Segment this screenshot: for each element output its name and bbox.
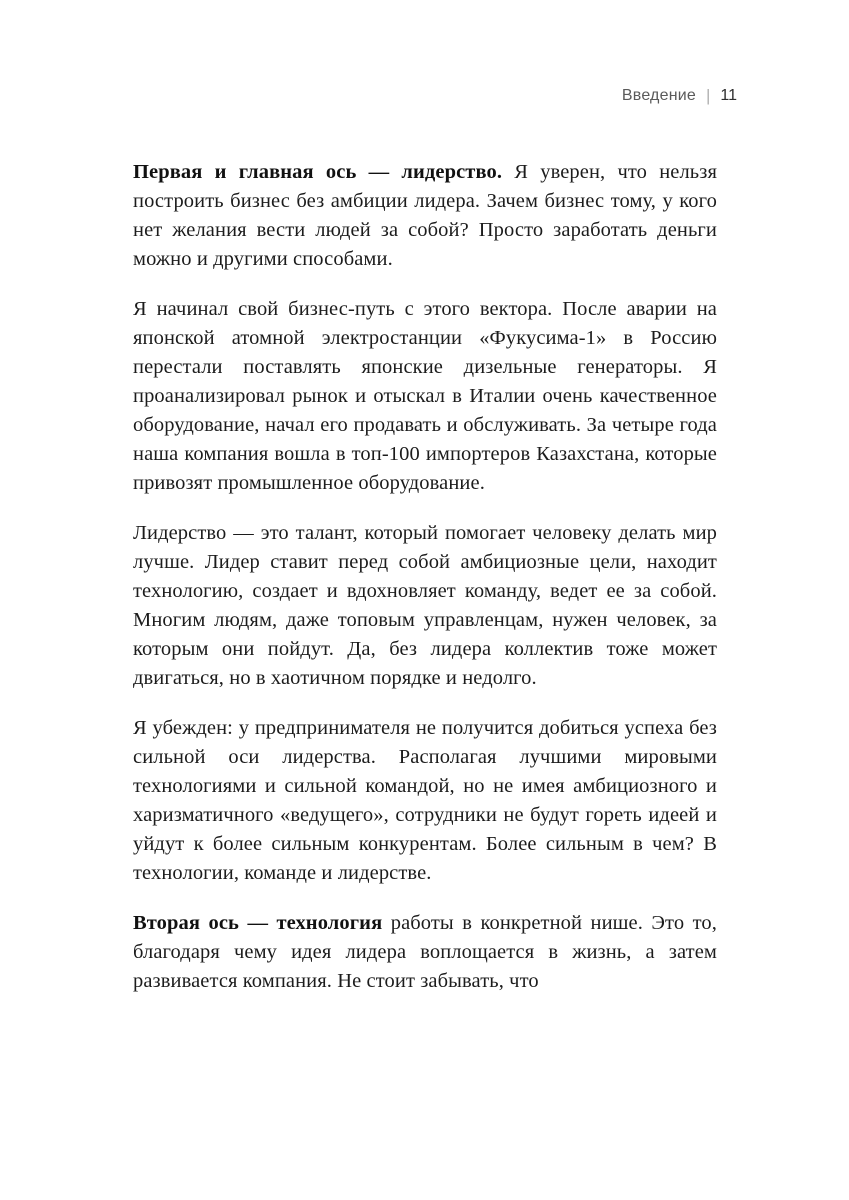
paragraph <box>133 909 717 996</box>
paragraph-text: Я уверен, что нельзя построить бизнес без амбиции лидера. Зачем бизнес тому, у кого нет желания вести людей за собой? Просто заработать деньги можно и другими способами. <box>133 161 717 270</box>
paragraph <box>133 714 717 888</box>
header-separator: | <box>705 86 711 105</box>
paragraph-lead-bold: Вторая ось — технология <box>133 912 383 934</box>
body-text <box>133 158 717 1017</box>
paragraph-lead-bold: Первая и главная ось — лидерство. <box>133 161 503 183</box>
paragraph <box>133 158 717 274</box>
paragraph-text: Я убежден: у предпринимателя не получится добиться успеха без сильной оси лидерства. Располагая лучшими мировыми технологиями и сильной командой, но не имея амбициозного и харизматичного «ведущего», сотрудники не будут гореть идеей и уйдут к более сильным конкурентам. Более сильным в чем? В технологии, команде и лидерстве. <box>133 717 717 884</box>
page-number: 11 <box>720 87 737 104</box>
paragraph-text: Я начинал свой бизнес-путь с этого вектора. После аварии на японской атомной электростанции «Фукусима-1» в Россию перестали поставлять японские дизельные генераторы. Я проанализировал рынок и отыскал в Италии очень качественное оборудование, начал его продавать и обслуживать. За четыре года наша компания вошла в топ-100 импортеров Казахстана, которые привозят промышленное оборудование. <box>133 298 717 494</box>
paragraph <box>133 519 717 693</box>
paragraph-text: работы в конкретной нише. Это то, благодаря чему идея лидера воплощается в жизнь, а затем развивается компания. Не стоит забывать, что <box>133 912 718 992</box>
chapter-title: Введение <box>621 87 696 104</box>
paragraph-text: Лидерство — это талант, который помогает человеку делать мир лучше. Лидер ставит перед собой амбициозные цели, находит технологию, создает и вдохновляет команду, ведет ее за собой. Многим людям, даже топовым управленцам, нужен человек, за которым они пойдут. Да, без лидера коллектив тоже может двигаться, но в хаотичном порядке и недолго. <box>133 522 717 689</box>
paragraph <box>133 295 717 498</box>
page-header <box>622 86 737 106</box>
